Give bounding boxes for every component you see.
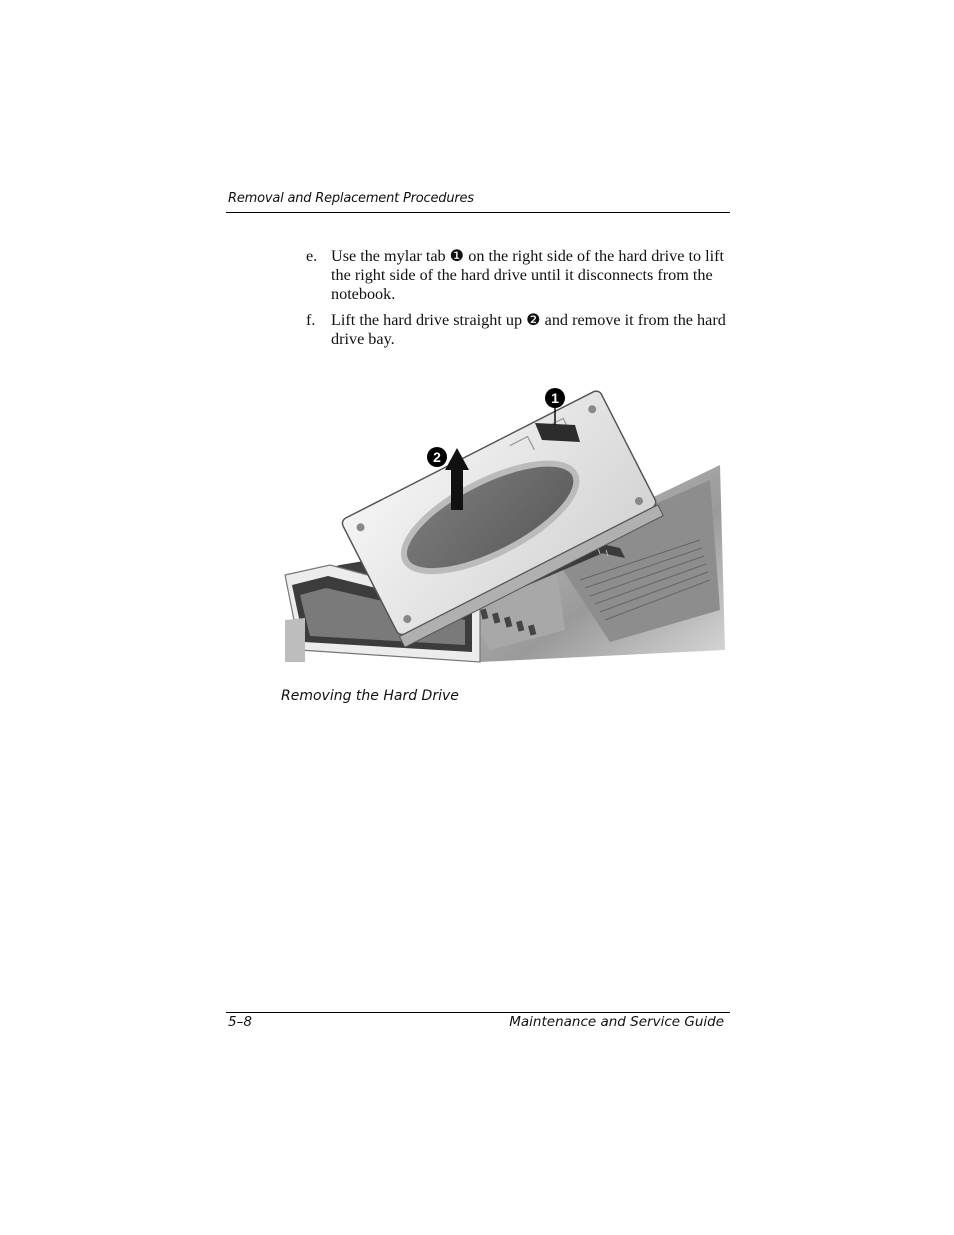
page-number: 5–8 [228,1014,252,1030]
running-header: Removal and Replacement Procedures [228,191,474,206]
callout-2-number: 2 [433,449,441,465]
step-letter: e. [306,247,318,265]
step-e [306,247,732,304]
step-text: Use the mylar tab ❶ on the right side of the hard drive to lift the right side of the hard drive until it disconnects from the notebook. [331,247,725,303]
step-text: Lift the hard drive straight up ❷ and remove it from the hard drive bay. [331,311,726,348]
footer-rule [226,1012,730,1013]
figure-caption: Removing the Hard Drive [281,688,459,704]
procedure-steps [306,247,732,356]
header-rule [226,212,730,213]
hard-drive-removal-illustration [280,380,730,665]
callout-1-number: 1 [551,390,559,406]
step-f [306,311,732,349]
guide-title: Maintenance and Service Guide [509,1014,724,1030]
mylar-tab [535,423,580,442]
step-letter: f. [306,311,316,329]
